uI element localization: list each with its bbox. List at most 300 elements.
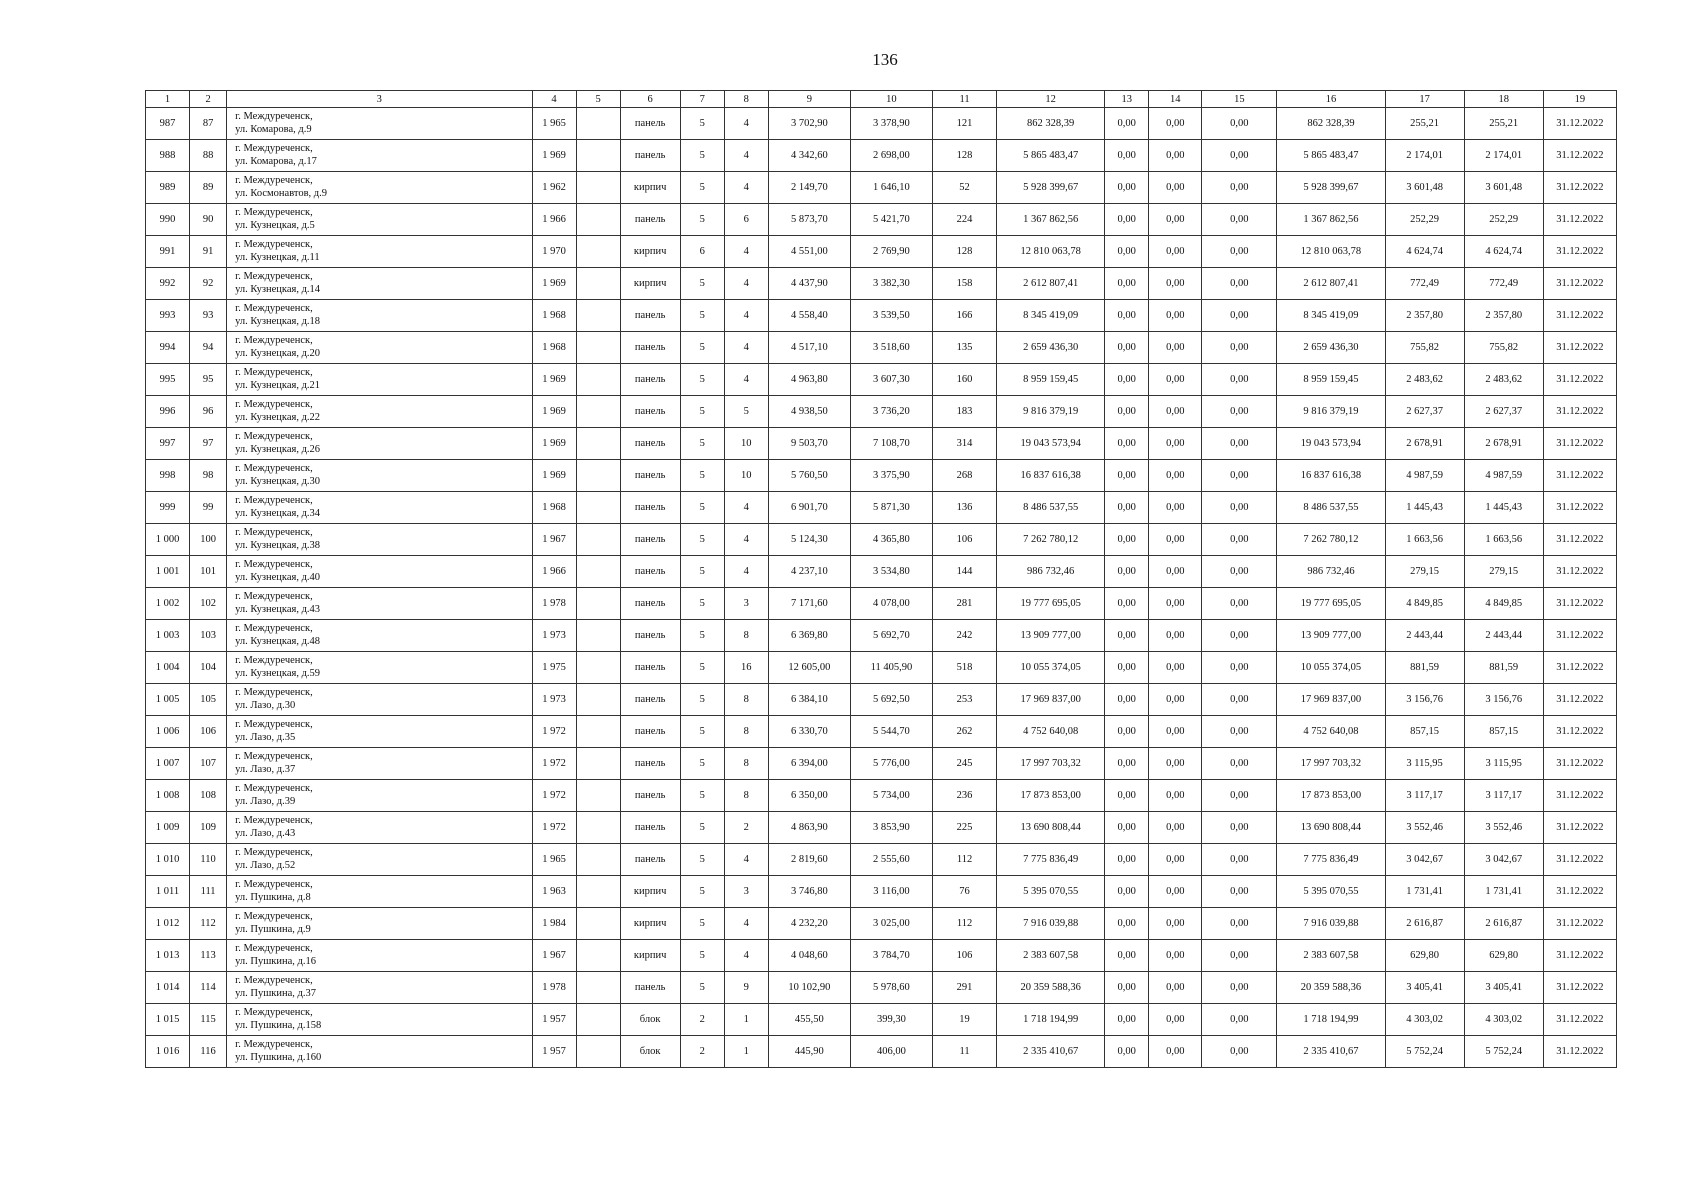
- address-cell: [227, 1036, 532, 1068]
- cell-col-17: 2 174,01: [1385, 140, 1464, 172]
- cell-col-2: 96: [190, 396, 227, 428]
- cell-col-1: 1 007: [146, 748, 190, 780]
- cell-col-2: 88: [190, 140, 227, 172]
- cell-col-11: 268: [932, 460, 996, 492]
- address-city: г. Междуреченск,: [235, 1039, 313, 1050]
- cell-col-6: блок: [620, 1004, 680, 1036]
- address-city: г. Междуреченск,: [235, 463, 313, 474]
- cell-col-8: 4: [724, 524, 768, 556]
- cell-col-17: 3 552,46: [1385, 812, 1464, 844]
- cell-col-10: 5 421,70: [850, 204, 932, 236]
- cell-col-17: 881,59: [1385, 652, 1464, 684]
- cell-col-4: 1 984: [532, 908, 576, 940]
- cell-col-10: 5 692,70: [850, 620, 932, 652]
- cell-col-16: 4 752 640,08: [1277, 716, 1385, 748]
- cell-col-15: 0,00: [1202, 460, 1277, 492]
- address-cell: [227, 652, 532, 684]
- cell-col-19: 31.12.2022: [1543, 908, 1616, 940]
- cell-col-17: 2 443,44: [1385, 620, 1464, 652]
- address-cell: [227, 172, 532, 204]
- cell-col-8: 4: [724, 492, 768, 524]
- cell-col-18: 1 663,56: [1464, 524, 1543, 556]
- cell-col-1: 988: [146, 140, 190, 172]
- cell-col-10: 5 692,50: [850, 684, 932, 716]
- address-street: ул. Пушкина, д.9: [235, 923, 311, 935]
- cell-col-14: 0,00: [1149, 748, 1202, 780]
- address-cell: [227, 364, 532, 396]
- cell-col-17: 3 601,48: [1385, 172, 1464, 204]
- cell-col-11: 112: [932, 844, 996, 876]
- cell-col-7: 6: [680, 236, 724, 268]
- cell-col-14: 0,00: [1149, 1036, 1202, 1068]
- cell-col-2: 95: [190, 364, 227, 396]
- cell-col-13: 0,00: [1105, 812, 1149, 844]
- cell-col-13: 0,00: [1105, 972, 1149, 1004]
- address-street: ул. Пушкина, д.37: [235, 987, 317, 999]
- address-city: г. Междуреченск,: [235, 527, 313, 538]
- cell-col-8: 4: [724, 332, 768, 364]
- cell-col-6: панель: [620, 492, 680, 524]
- cell-col-5: [576, 140, 620, 172]
- table-row: [146, 492, 1617, 524]
- cell-col-15: 0,00: [1202, 684, 1277, 716]
- cell-col-15: 0,00: [1202, 972, 1277, 1004]
- cell-col-15: 0,00: [1202, 268, 1277, 300]
- cell-col-18: 3 117,17: [1464, 780, 1543, 812]
- cell-col-15: 0,00: [1202, 492, 1277, 524]
- address-city: г. Междуреченск,: [235, 847, 313, 858]
- table-row: [146, 972, 1617, 1004]
- cell-col-9: 5 873,70: [768, 204, 850, 236]
- cell-col-11: 262: [932, 716, 996, 748]
- cell-col-6: панель: [620, 204, 680, 236]
- cell-col-13: 0,00: [1105, 748, 1149, 780]
- cell-col-18: 755,82: [1464, 332, 1543, 364]
- cell-col-19: 31.12.2022: [1543, 652, 1616, 684]
- address-cell: [227, 140, 532, 172]
- cell-col-15: 0,00: [1202, 524, 1277, 556]
- cell-col-15: 0,00: [1202, 812, 1277, 844]
- cell-col-18: 4 303,02: [1464, 1004, 1543, 1036]
- address-city: г. Междуреченск,: [235, 239, 313, 250]
- cell-col-2: 104: [190, 652, 227, 684]
- table-row: [146, 364, 1617, 396]
- address-street: ул. Комарова, д.17: [235, 155, 317, 167]
- cell-col-15: 0,00: [1202, 300, 1277, 332]
- cell-col-11: 158: [932, 268, 996, 300]
- cell-col-19: 31.12.2022: [1543, 876, 1616, 908]
- cell-col-1: 1 009: [146, 812, 190, 844]
- cell-col-13: 0,00: [1105, 876, 1149, 908]
- cell-col-1: 999: [146, 492, 190, 524]
- cell-col-6: панель: [620, 556, 680, 588]
- cell-col-10: 3 025,00: [850, 908, 932, 940]
- address-street: ул. Пушкина, д.160: [235, 1051, 322, 1063]
- address-cell: [227, 396, 532, 428]
- address-cell: [227, 428, 532, 460]
- cell-col-10: 3 518,60: [850, 332, 932, 364]
- cell-col-14: 0,00: [1149, 300, 1202, 332]
- cell-col-5: [576, 588, 620, 620]
- cell-col-15: 0,00: [1202, 428, 1277, 460]
- cell-col-19: 31.12.2022: [1543, 364, 1616, 396]
- cell-col-15: 0,00: [1202, 332, 1277, 364]
- cell-col-5: [576, 652, 620, 684]
- address-city: г. Междуреченск,: [235, 719, 313, 730]
- table-row: [146, 524, 1617, 556]
- cell-col-6: блок: [620, 1036, 680, 1068]
- cell-col-12: 7 775 836,49: [997, 844, 1105, 876]
- cell-col-1: 994: [146, 332, 190, 364]
- cell-col-18: 857,15: [1464, 716, 1543, 748]
- address-cell: [227, 748, 532, 780]
- cell-col-11: 136: [932, 492, 996, 524]
- cell-col-9: 4 517,10: [768, 332, 850, 364]
- cell-col-18: 2 483,62: [1464, 364, 1543, 396]
- address-street: ул. Кузнецкая, д.20: [235, 347, 321, 359]
- address-street: ул. Кузнецкая, д.18: [235, 315, 321, 327]
- cell-col-2: 94: [190, 332, 227, 364]
- cell-col-8: 6: [724, 204, 768, 236]
- cell-col-18: 4 624,74: [1464, 236, 1543, 268]
- cell-col-2: 110: [190, 844, 227, 876]
- cell-col-17: 3 042,67: [1385, 844, 1464, 876]
- cell-col-18: 3 552,46: [1464, 812, 1543, 844]
- cell-col-16: 17 873 853,00: [1277, 780, 1385, 812]
- cell-col-1: 1 013: [146, 940, 190, 972]
- address-city: г. Междуреченск,: [235, 1007, 313, 1018]
- cell-col-19: 31.12.2022: [1543, 556, 1616, 588]
- cell-col-10: 3 378,90: [850, 108, 932, 140]
- cell-col-4: 1 962: [532, 172, 576, 204]
- cell-col-7: 5: [680, 172, 724, 204]
- cell-col-4: 1 966: [532, 556, 576, 588]
- cell-col-18: 279,15: [1464, 556, 1543, 588]
- cell-col-10: 3 375,90: [850, 460, 932, 492]
- cell-col-11: 19: [932, 1004, 996, 1036]
- cell-col-2: 90: [190, 204, 227, 236]
- cell-col-1: 1 000: [146, 524, 190, 556]
- cell-col-16: 12 810 063,78: [1277, 236, 1385, 268]
- cell-col-9: 2 819,60: [768, 844, 850, 876]
- cell-col-9: 6 394,00: [768, 748, 850, 780]
- cell-col-17: 3 117,17: [1385, 780, 1464, 812]
- cell-col-4: 1 972: [532, 748, 576, 780]
- cell-col-4: 1 968: [532, 492, 576, 524]
- cell-col-11: 135: [932, 332, 996, 364]
- cell-col-19: 31.12.2022: [1543, 1004, 1616, 1036]
- cell-col-2: 98: [190, 460, 227, 492]
- cell-col-14: 0,00: [1149, 460, 1202, 492]
- cell-col-2: 103: [190, 620, 227, 652]
- cell-col-12: 8 486 537,55: [997, 492, 1105, 524]
- cell-col-6: панель: [620, 364, 680, 396]
- cell-col-17: 255,21: [1385, 108, 1464, 140]
- cell-col-1: 1 003: [146, 620, 190, 652]
- table-row: [146, 652, 1617, 684]
- column-header: 1: [146, 91, 190, 108]
- address-city: г. Междуреченск,: [235, 943, 313, 954]
- address-city: г. Междуреченск,: [235, 367, 313, 378]
- cell-col-13: 0,00: [1105, 556, 1149, 588]
- cell-col-19: 31.12.2022: [1543, 620, 1616, 652]
- address-cell: [227, 460, 532, 492]
- cell-col-5: [576, 748, 620, 780]
- cell-col-17: 3 156,76: [1385, 684, 1464, 716]
- cell-col-14: 0,00: [1149, 492, 1202, 524]
- cell-col-8: 4: [724, 844, 768, 876]
- cell-col-16: 9 816 379,19: [1277, 396, 1385, 428]
- cell-col-9: 4 863,90: [768, 812, 850, 844]
- cell-col-9: 4 551,00: [768, 236, 850, 268]
- cell-col-9: 4 558,40: [768, 300, 850, 332]
- cell-col-19: 31.12.2022: [1543, 300, 1616, 332]
- cell-col-8: 2: [724, 812, 768, 844]
- cell-col-4: 1 969: [532, 364, 576, 396]
- cell-col-19: 31.12.2022: [1543, 588, 1616, 620]
- cell-col-18: 2 678,91: [1464, 428, 1543, 460]
- cell-col-8: 4: [724, 108, 768, 140]
- cell-col-7: 5: [680, 364, 724, 396]
- cell-col-17: 857,15: [1385, 716, 1464, 748]
- cell-col-16: 5 928 399,67: [1277, 172, 1385, 204]
- address-city: г. Междуреченск,: [235, 751, 313, 762]
- address-cell: [227, 588, 532, 620]
- table-row: [146, 588, 1617, 620]
- cell-col-8: 10: [724, 460, 768, 492]
- cell-col-11: 106: [932, 524, 996, 556]
- cell-col-10: 5 734,00: [850, 780, 932, 812]
- address-city: г. Междуреченск,: [235, 303, 313, 314]
- cell-col-8: 8: [724, 620, 768, 652]
- address-city: г. Междуреченск,: [235, 207, 313, 218]
- cell-col-11: 253: [932, 684, 996, 716]
- cell-col-15: 0,00: [1202, 204, 1277, 236]
- cell-col-16: 2 612 807,41: [1277, 268, 1385, 300]
- cell-col-2: 106: [190, 716, 227, 748]
- cell-col-5: [576, 300, 620, 332]
- address-street: ул. Кузнецкая, д.48: [235, 635, 321, 647]
- table-row: [146, 620, 1617, 652]
- cell-col-4: 1 968: [532, 332, 576, 364]
- cell-col-12: 20 359 588,36: [997, 972, 1105, 1004]
- cell-col-5: [576, 396, 620, 428]
- cell-col-15: 0,00: [1202, 588, 1277, 620]
- cell-col-6: кирпич: [620, 940, 680, 972]
- cell-col-18: 255,21: [1464, 108, 1543, 140]
- cell-col-11: 106: [932, 940, 996, 972]
- cell-col-6: панель: [620, 716, 680, 748]
- cell-col-6: панель: [620, 620, 680, 652]
- cell-col-10: 5 776,00: [850, 748, 932, 780]
- cell-col-15: 0,00: [1202, 876, 1277, 908]
- cell-col-1: 1 002: [146, 588, 190, 620]
- cell-col-16: 5 395 070,55: [1277, 876, 1385, 908]
- cell-col-14: 0,00: [1149, 876, 1202, 908]
- cell-col-6: панель: [620, 684, 680, 716]
- cell-col-18: 772,49: [1464, 268, 1543, 300]
- cell-col-9: 4 963,80: [768, 364, 850, 396]
- cell-col-16: 2 335 410,67: [1277, 1036, 1385, 1068]
- cell-col-19: 31.12.2022: [1543, 236, 1616, 268]
- column-header: 10: [850, 91, 932, 108]
- address-street: ул. Кузнецкая, д.14: [235, 283, 321, 295]
- cell-col-10: 2 555,60: [850, 844, 932, 876]
- column-header: 4: [532, 91, 576, 108]
- cell-col-13: 0,00: [1105, 300, 1149, 332]
- cell-col-7: 2: [680, 1004, 724, 1036]
- cell-col-13: 0,00: [1105, 844, 1149, 876]
- cell-col-4: 1 963: [532, 876, 576, 908]
- cell-col-5: [576, 844, 620, 876]
- cell-col-13: 0,00: [1105, 460, 1149, 492]
- address-cell: [227, 972, 532, 1004]
- cell-col-1: 1 005: [146, 684, 190, 716]
- cell-col-9: 4 938,50: [768, 396, 850, 428]
- cell-col-19: 31.12.2022: [1543, 812, 1616, 844]
- cell-col-10: 5 544,70: [850, 716, 932, 748]
- cell-col-19: 31.12.2022: [1543, 524, 1616, 556]
- cell-col-19: 31.12.2022: [1543, 460, 1616, 492]
- cell-col-2: 100: [190, 524, 227, 556]
- cell-col-1: 992: [146, 268, 190, 300]
- address-city: г. Междуреченск,: [235, 175, 313, 186]
- cell-col-6: панель: [620, 108, 680, 140]
- cell-col-7: 5: [680, 844, 724, 876]
- address-cell: [227, 1004, 532, 1036]
- cell-col-17: 5 752,24: [1385, 1036, 1464, 1068]
- cell-col-8: 4: [724, 140, 768, 172]
- cell-col-17: 4 849,85: [1385, 588, 1464, 620]
- cell-col-2: 113: [190, 940, 227, 972]
- cell-col-18: 881,59: [1464, 652, 1543, 684]
- cell-col-7: 5: [680, 652, 724, 684]
- cell-col-8: 3: [724, 876, 768, 908]
- cell-col-16: 13 690 808,44: [1277, 812, 1385, 844]
- cell-col-8: 4: [724, 300, 768, 332]
- column-header: 7: [680, 91, 724, 108]
- cell-col-7: 5: [680, 204, 724, 236]
- cell-col-16: 10 055 374,05: [1277, 652, 1385, 684]
- address-street: ул. Кузнецкая, д.26: [235, 443, 321, 455]
- cell-col-11: 11: [932, 1036, 996, 1068]
- cell-col-15: 0,00: [1202, 108, 1277, 140]
- cell-col-8: 16: [724, 652, 768, 684]
- cell-col-6: кирпич: [620, 268, 680, 300]
- cell-col-16: 5 865 483,47: [1277, 140, 1385, 172]
- cell-col-6: панель: [620, 460, 680, 492]
- cell-col-2: 115: [190, 1004, 227, 1036]
- cell-col-9: 6 330,70: [768, 716, 850, 748]
- cell-col-7: 5: [680, 268, 724, 300]
- cell-col-13: 0,00: [1105, 236, 1149, 268]
- cell-col-7: 5: [680, 396, 724, 428]
- cell-col-17: 772,49: [1385, 268, 1464, 300]
- cell-col-13: 0,00: [1105, 108, 1149, 140]
- address-cell: [227, 940, 532, 972]
- cell-col-5: [576, 556, 620, 588]
- cell-col-8: 4: [724, 172, 768, 204]
- cell-col-14: 0,00: [1149, 1004, 1202, 1036]
- address-street: ул. Кузнецкая, д.59: [235, 667, 321, 679]
- cell-col-1: 998: [146, 460, 190, 492]
- cell-col-12: 986 732,46: [997, 556, 1105, 588]
- cell-col-19: 31.12.2022: [1543, 332, 1616, 364]
- cell-col-9: 6 384,10: [768, 684, 850, 716]
- cell-col-19: 31.12.2022: [1543, 492, 1616, 524]
- cell-col-14: 0,00: [1149, 524, 1202, 556]
- address-street: ул. Кузнецкая, д.30: [235, 475, 321, 487]
- cell-col-5: [576, 716, 620, 748]
- cell-col-4: 1 969: [532, 428, 576, 460]
- cell-col-16: 862 328,39: [1277, 108, 1385, 140]
- address-street: ул. Лазо, д.52: [235, 859, 296, 871]
- column-header: 17: [1385, 91, 1464, 108]
- cell-col-10: 3 853,90: [850, 812, 932, 844]
- cell-col-5: [576, 492, 620, 524]
- cell-col-15: 0,00: [1202, 236, 1277, 268]
- cell-col-14: 0,00: [1149, 140, 1202, 172]
- cell-col-13: 0,00: [1105, 524, 1149, 556]
- cell-col-10: 11 405,90: [850, 652, 932, 684]
- cell-col-5: [576, 460, 620, 492]
- cell-col-6: кирпич: [620, 876, 680, 908]
- cell-col-6: панель: [620, 844, 680, 876]
- cell-col-16: 2 383 607,58: [1277, 940, 1385, 972]
- cell-col-15: 0,00: [1202, 908, 1277, 940]
- cell-col-16: 7 262 780,12: [1277, 524, 1385, 556]
- table-row: [146, 460, 1617, 492]
- column-header: 13: [1105, 91, 1149, 108]
- cell-col-10: 3 382,30: [850, 268, 932, 300]
- cell-col-10: 1 646,10: [850, 172, 932, 204]
- cell-col-7: 5: [680, 972, 724, 1004]
- cell-col-12: 2 383 607,58: [997, 940, 1105, 972]
- address-street: ул. Лазо, д.35: [235, 731, 296, 743]
- cell-col-4: 1 969: [532, 140, 576, 172]
- cell-col-4: 1 957: [532, 1036, 576, 1068]
- cell-col-7: 5: [680, 780, 724, 812]
- table-row: [146, 556, 1617, 588]
- address-city: г. Междуреченск,: [235, 271, 313, 282]
- cell-col-17: 1 445,43: [1385, 492, 1464, 524]
- address-city: г. Междуреченск,: [235, 399, 313, 410]
- cell-col-14: 0,00: [1149, 908, 1202, 940]
- cell-col-8: 4: [724, 236, 768, 268]
- cell-col-9: 4 342,60: [768, 140, 850, 172]
- cell-col-15: 0,00: [1202, 396, 1277, 428]
- cell-col-4: 1 970: [532, 236, 576, 268]
- cell-col-12: 9 816 379,19: [997, 396, 1105, 428]
- cell-col-1: 987: [146, 108, 190, 140]
- cell-col-11: 183: [932, 396, 996, 428]
- cell-col-1: 989: [146, 172, 190, 204]
- cell-col-7: 5: [680, 588, 724, 620]
- address-cell: [227, 300, 532, 332]
- cell-col-12: 19 043 573,94: [997, 428, 1105, 460]
- table-body: [146, 108, 1617, 1068]
- cell-col-5: [576, 524, 620, 556]
- cell-col-12: 16 837 616,38: [997, 460, 1105, 492]
- cell-col-10: 4 365,80: [850, 524, 932, 556]
- cell-col-19: 31.12.2022: [1543, 684, 1616, 716]
- cell-col-4: 1 972: [532, 780, 576, 812]
- cell-col-5: [576, 204, 620, 236]
- cell-col-16: 1 718 194,99: [1277, 1004, 1385, 1036]
- cell-col-10: 2 769,90: [850, 236, 932, 268]
- cell-col-7: 5: [680, 748, 724, 780]
- cell-col-8: 4: [724, 908, 768, 940]
